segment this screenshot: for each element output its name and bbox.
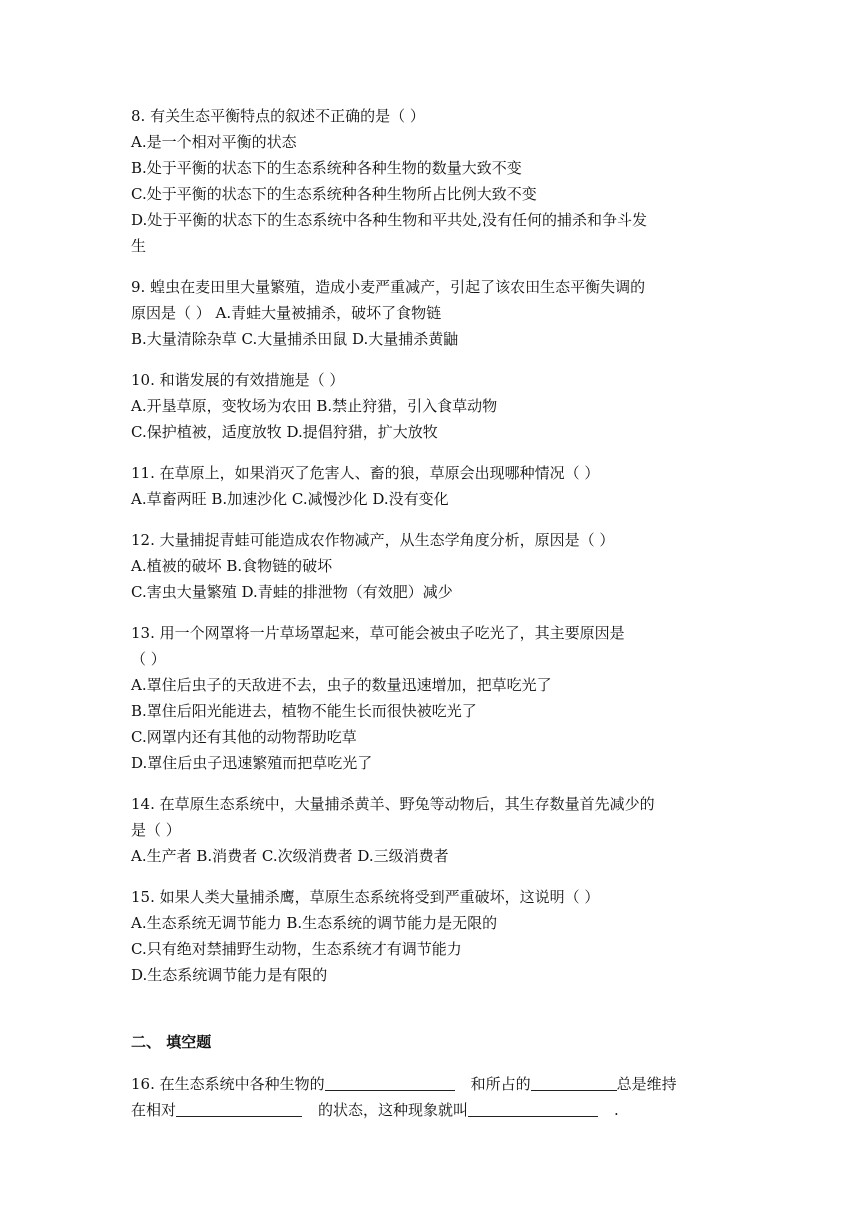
- question-stem: 11. 在草原上，如果消灭了危害人、畜的狼，草原会出现哪种情况（ ）: [131, 464, 600, 482]
- answer-blank-4[interactable]: [468, 1099, 598, 1117]
- option-line: B.罩住后阳光能进去，植物不能生长而很快被吃光了: [131, 702, 477, 720]
- option-line: 是（ ）: [131, 821, 181, 839]
- option-line: 原因是（ ） A.青蛙大量被捕杀，破坏了食物链: [131, 304, 442, 322]
- question-stem: 10. 和谐发展的有效措施是（ ）: [131, 371, 345, 389]
- option-line: C.网罩内还有其他的动物帮助吃草: [131, 728, 357, 746]
- option-line: A.草畜两旺 B.加速沙化 C.减慢沙化 D.没有变化: [131, 490, 449, 508]
- answer-blank-1[interactable]: [325, 1073, 455, 1091]
- section-heading: 二、 填空题: [131, 1033, 212, 1051]
- option-line: A.生产者 B.消费者 C.次级消费者 D.三级消费者: [131, 847, 449, 865]
- answer-blank-2[interactable]: [531, 1073, 617, 1091]
- q16-text-3: 总是维持: [616, 1075, 677, 1093]
- question-stem: 12. 大量捕捉青蛙可能造成农作物减产，从生态学角度分析，原因是（ ）: [131, 531, 615, 549]
- option-line: C.处于平衡的状态下的生态系统种各种生物所占比例大致不变: [131, 185, 537, 203]
- question-10: [131, 367, 741, 445]
- q16-text-2: 和所占的: [470, 1075, 531, 1093]
- question-stem: 8. 有关生态平衡特点的叙述不正确的是（ ）: [131, 107, 425, 125]
- question-stem: 15. 如果人类大量捕杀鹰，草原生态系统将受到严重破坏，这说明（ ）: [131, 888, 600, 906]
- question-stem: 14. 在草原生态系统中，大量捕杀黄羊、野兔等动物后，其生存数量首先减少的: [131, 795, 655, 813]
- question-stem: 9. 蝗虫在麦田里大量繁殖，造成小麦严重减产，引起了该农田生态平衡失调的: [131, 278, 646, 296]
- question-16: [131, 1071, 741, 1123]
- option-line: 生: [131, 237, 147, 255]
- option-line: A.生态系统无调节能力 B.生态系统的调节能力是无限的: [131, 914, 498, 932]
- option-line: [131, 988, 741, 1014]
- option-line: A.开垦草原，变牧场为农田 B.禁止狩猎，引入食草动物: [131, 397, 498, 415]
- question-9: [131, 274, 741, 352]
- option-line: B.大量清除杂草 C.大量捕杀田鼠 D.大量捕杀黄鼬: [131, 330, 459, 348]
- option-line: B.处于平衡的状态下的生态系统种各种生物的数量大致不变: [131, 159, 522, 177]
- option-line: （ ）: [131, 650, 166, 668]
- fill-line-2: [131, 1097, 741, 1123]
- q16-text-4: 在相对: [131, 1101, 177, 1119]
- document-page: [131, 103, 741, 1138]
- option-line: A.是一个相对平衡的状态: [131, 133, 297, 151]
- option-line: A.罩住后虫子的天敌进不去，虫子的数量迅速增加，把草吃光了: [131, 676, 552, 694]
- question-15: [131, 884, 741, 1014]
- option-line: D.处于平衡的状态下的生态系统中各种生物和平共处,没有任何的捕杀和争斗发: [131, 211, 648, 229]
- question-8: [131, 103, 741, 259]
- q16-text-6: .: [614, 1101, 619, 1119]
- question-13: [131, 620, 741, 776]
- option-line: C.只有绝对禁捕野生动物，生态系统才有调节能力: [131, 940, 462, 958]
- q16-text-5: 的状态，这种现象就叫: [318, 1101, 469, 1119]
- option-line: D.罩住后虫子迅速繁殖而把草吃光了: [131, 754, 373, 772]
- question-12: [131, 527, 741, 605]
- question-stem: 13. 用一个网罩将一片草场罩起来，草可能会被虫子吃光了，其主要原因是: [131, 624, 625, 642]
- option-line: D.生态系统调节能力是有限的: [131, 966, 328, 984]
- option-line: A.植被的破坏 B.食物链的破坏: [131, 557, 333, 575]
- option-line: C.害虫大量繁殖 D.青蛙的排泄物（有效肥）减少: [131, 583, 453, 601]
- option-line: C.保护植被，适度放牧 D.提倡狩猎，扩大放牧: [131, 423, 438, 441]
- question-14: [131, 791, 741, 869]
- q16-text-1: 16. 在生态系统中各种生物的: [131, 1075, 325, 1093]
- question-11: [131, 460, 741, 512]
- answer-blank-3[interactable]: [176, 1099, 302, 1117]
- fill-line-1: [131, 1071, 741, 1097]
